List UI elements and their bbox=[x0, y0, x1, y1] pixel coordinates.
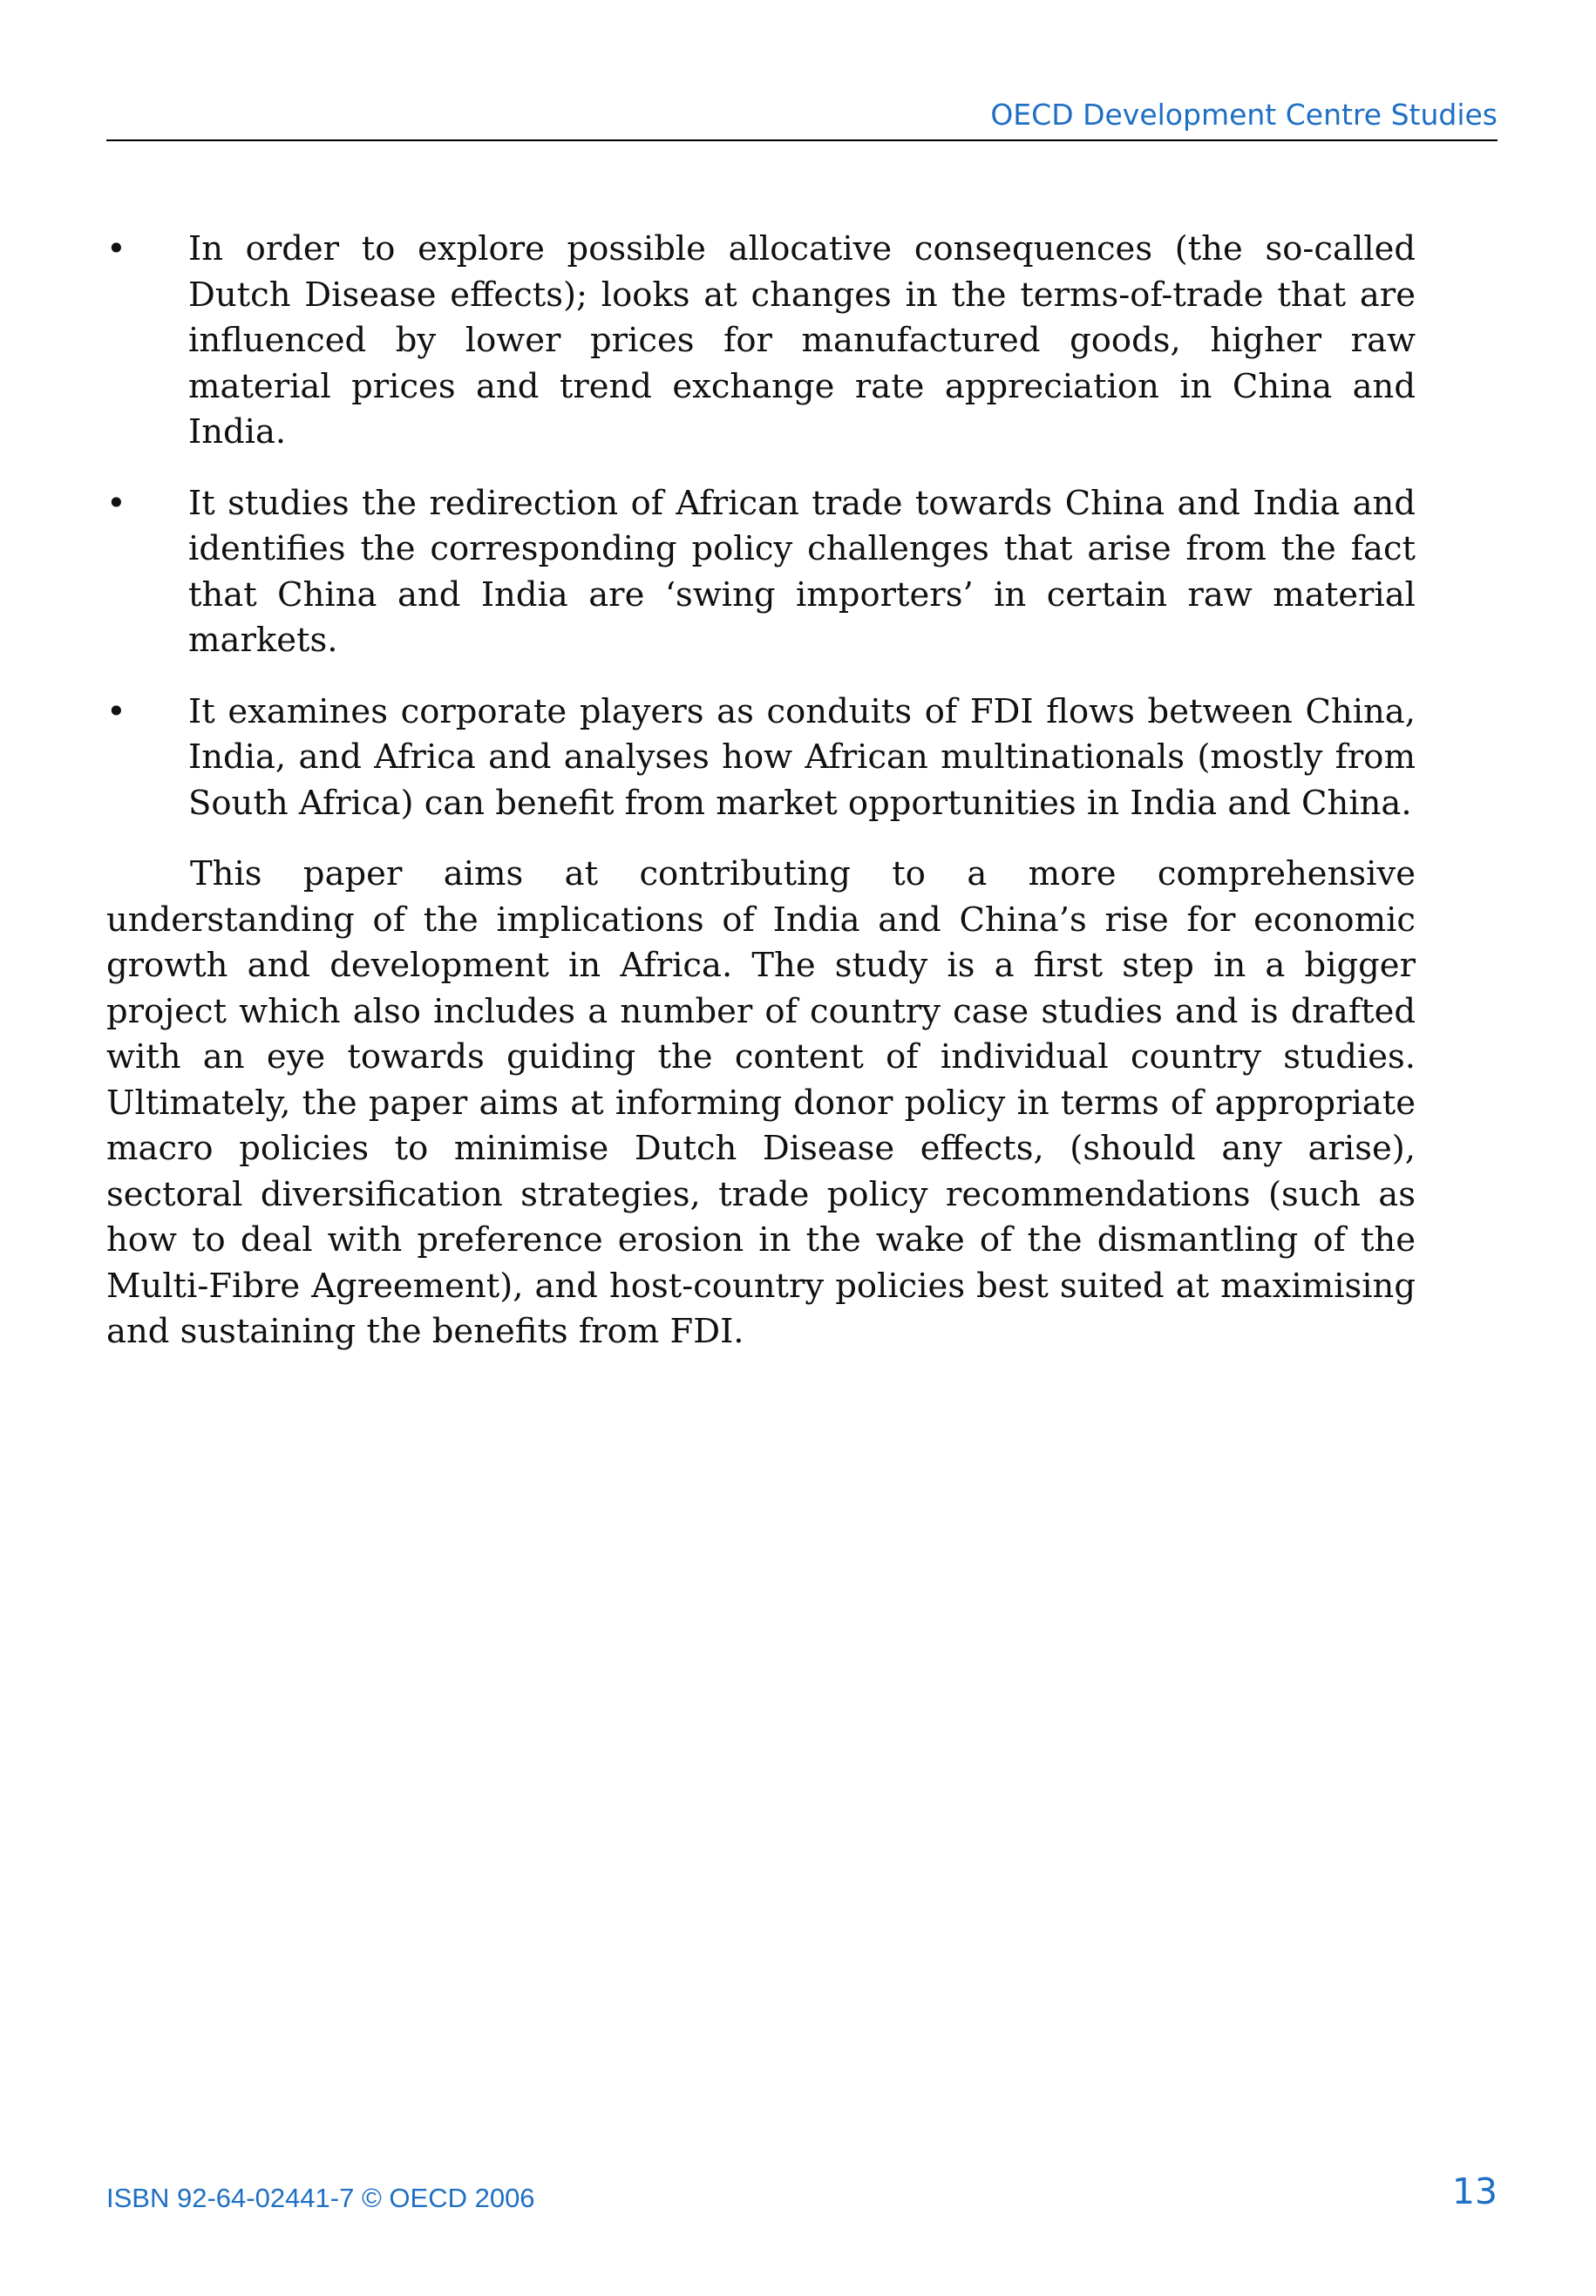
page-number: 13 bbox=[1451, 2170, 1498, 2212]
running-header: OECD Development Centre Studies bbox=[990, 98, 1498, 132]
bullet-list bbox=[106, 227, 1416, 826]
bullet-item bbox=[106, 689, 1416, 827]
bullet-text: In order to explore possible allocative consequences (the so-called Dutch Disease effects); looks at changes in the terms-of-trade that are influenced by lower prices for manufactured goods, higher raw material prices and trend exchange rate appreciation in China and India. bbox=[188, 229, 1416, 452]
body-paragraph: This paper aims at contributing to a more comprehensive understanding of the implications of India and China’s rise for economic growth and development in Africa. The study is a first step in a bigger project which also includes a number of country case studies and is drafted with an eye towards guiding the content of individual country studies. Ultimately, the paper aims at informing donor policy in terms of appropriate macro policies to minimise Dutch Disease effects, (should any arise), sectoral diversification strategies, trade policy recommendations (such as how to deal with preference erosion in the wake of the dismantling of the Multi-Fibre Agreement), and host-country policies best suited at maximising and sustaining the benefits from FDI. bbox=[106, 854, 1416, 1351]
footer-isbn: ISBN 92-64-02441-7 © OECD 2006 bbox=[106, 2183, 535, 2213]
bullet-text: It examines corporate players as conduits of FDI flows between China, India, and Africa and analyses how African multinationals (mostly from South Africa) can benefit from market opportunities in India and China. bbox=[188, 691, 1416, 823]
bullet-icon: • bbox=[106, 691, 126, 731]
bullet-icon: • bbox=[106, 483, 126, 523]
bullet-icon: • bbox=[106, 229, 126, 268]
bullet-item bbox=[106, 481, 1416, 664]
header-rule bbox=[106, 139, 1498, 141]
bullet-text: It studies the redirection of African trade towards China and India and identifies the corresponding policy challenges that arise from the fact that China and India are ‘swing importers’ in certain raw material markets. bbox=[188, 483, 1416, 660]
body-text bbox=[106, 227, 1416, 1355]
bullet-item bbox=[106, 227, 1416, 456]
